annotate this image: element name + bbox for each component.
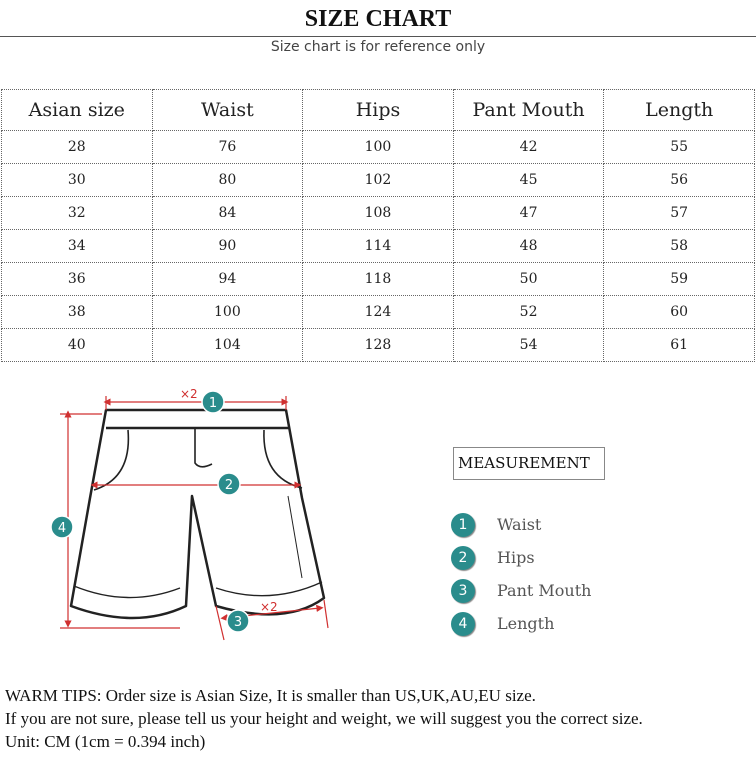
marker-badge-4 [51,516,73,538]
column-header-length: Length [604,90,755,131]
tips-line-unit: Unit: CM (1cm = 0.394 inch) [5,732,206,751]
legend-label: Length [497,614,555,633]
table-cell: 128 [303,329,454,362]
table-cell: 84 [152,197,303,230]
table-cell: 40 [2,329,153,362]
table-row [2,263,755,296]
dimension-lines [57,396,328,640]
table-cell: 56 [604,164,755,197]
tips-line-order-size: WARM TIPS: Order size is Asian Size, It is smaller than US,UK,AU,EU size. [5,686,536,705]
table-cell: 36 [2,263,153,296]
legend-label: Hips [497,548,535,567]
mouth-multiplier-label: ×2 [260,600,278,614]
svg-text:1: 1 [208,396,218,411]
table-cell: 45 [453,164,604,197]
svg-text:3: 3 [233,615,243,630]
table-cell: 104 [152,329,303,362]
table-cell: 42 [453,131,604,164]
table-row [2,131,755,164]
table-cell: 80 [152,164,303,197]
marker-badge-2 [218,473,240,495]
table-cell: 59 [604,263,755,296]
table-cell: 61 [604,329,755,362]
warm-tips [5,684,755,753]
table-cell: 30 [2,164,153,197]
table-row [2,197,755,230]
title-divider [0,36,756,37]
table-row [2,296,755,329]
table-cell: 32 [2,197,153,230]
shorts-outline [71,410,324,618]
page-subtitle: Size chart is for reference only [270,39,486,55]
table-cell: 114 [303,230,454,263]
table-cell: 54 [453,329,604,362]
column-header-waist: Waist [152,90,303,131]
table-row [2,230,755,263]
table-cell: 100 [303,131,454,164]
table-cell: 102 [303,164,454,197]
table-cell: 47 [453,197,604,230]
table-cell: 34 [2,230,153,263]
size-table [1,89,755,362]
legend-badge: 3 [451,579,475,603]
table-row [2,164,755,197]
svg-text:4: 4 [57,521,67,536]
table-cell: 108 [303,197,454,230]
table-cell: 50 [453,263,604,296]
table-cell: 118 [303,263,454,296]
table-header-row [2,90,755,131]
table-row [2,329,755,362]
shorts-diagram [40,378,340,648]
legend-badge: 4 [451,612,475,636]
svg-text:2: 2 [224,478,234,493]
column-header-pant-mouth: Pant Mouth [453,90,604,131]
table-cell: 52 [453,296,604,329]
table-cell: 76 [152,131,303,164]
marker-badge-3 [227,610,249,632]
table-cell: 57 [604,197,755,230]
legend-label: Pant Mouth [497,581,592,600]
table-cell: 28 [2,131,153,164]
table-cell: 48 [453,230,604,263]
table-cell: 90 [152,230,303,263]
table-cell: 60 [604,296,755,329]
table-cell: 100 [152,296,303,329]
column-header-asian-size: Asian size [2,90,153,131]
table-cell: 38 [2,296,153,329]
table-cell: 124 [303,296,454,329]
waist-multiplier-label: ×2 [180,387,198,401]
legend-badge: 2 [451,546,475,570]
table-cell: 94 [152,263,303,296]
legend-badge: 1 [451,513,475,537]
column-header-hips: Hips [303,90,454,131]
legend-label: Waist [497,515,542,534]
marker-badge-1 [202,391,224,413]
table-cell: 55 [604,131,755,164]
tips-line-suggestion: If you are not sure, please tell us your height and weight, we will suggest you the correct size. [5,709,643,728]
table-cell: 58 [604,230,755,263]
measurement-heading: MEASUREMENT [453,447,605,480]
page-title: SIZE CHART [304,6,452,32]
